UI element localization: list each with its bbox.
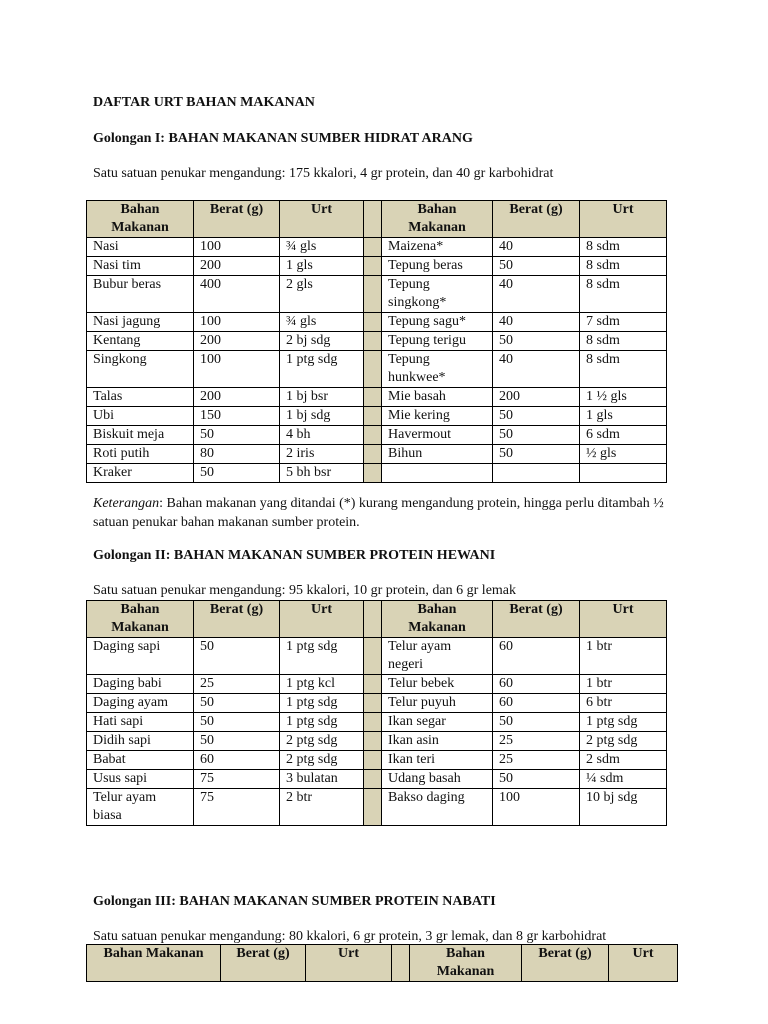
cell-urt: 1 gls xyxy=(580,407,667,426)
cell-berat: 75 xyxy=(194,789,280,826)
cell-bahan: Singkong xyxy=(87,351,194,388)
col-header-berat: Berat (g) xyxy=(194,201,280,238)
column-separator xyxy=(392,945,410,982)
cell-berat: 60 xyxy=(493,694,580,713)
cell-bahan: Bubur beras xyxy=(87,276,194,313)
table-row xyxy=(87,351,667,388)
table-row xyxy=(87,276,667,313)
cell-urt: 6 sdm xyxy=(580,426,667,445)
column-separator xyxy=(364,770,382,789)
col-header-urt: Urt xyxy=(580,601,667,638)
cell-urt: 1 gls xyxy=(280,257,364,276)
cell-urt: 2 ptg sdg xyxy=(580,732,667,751)
cell-urt: ¾ gls xyxy=(280,238,364,257)
golongan-1-note xyxy=(93,494,683,532)
column-separator xyxy=(364,713,382,732)
column-separator xyxy=(364,276,382,313)
col-header-bahan: Bahan Makanan xyxy=(382,201,493,238)
cell-urt: 2 ptg sdg xyxy=(280,751,364,770)
cell-bahan: Biskuit meja xyxy=(87,426,194,445)
cell-bahan: Bihun xyxy=(382,445,493,464)
cell-bahan: Ubi xyxy=(87,407,194,426)
cell-bahan: Tepung hunkwee* xyxy=(382,351,493,388)
cell-bahan: Bakso daging xyxy=(382,789,493,826)
col-header-bahan: Bahan Makanan xyxy=(87,945,221,982)
cell-bahan: Telur puyuh xyxy=(382,694,493,713)
cell-berat: 50 xyxy=(493,770,580,789)
column-separator xyxy=(364,426,382,445)
cell-berat: 75 xyxy=(194,770,280,789)
cell-bahan: Babat xyxy=(87,751,194,770)
col-header-berat: Berat (g) xyxy=(493,201,580,238)
cell-berat: 40 xyxy=(493,313,580,332)
cell-berat: 40 xyxy=(493,238,580,257)
cell-urt: 4 bh xyxy=(280,426,364,445)
table-row xyxy=(87,732,667,751)
note-text: : Bahan makanan yang ditandai (*) kurang mengandung protein, hingga perlu ditambah ½ satuan penukar bahan makanan sumber protein. xyxy=(93,496,664,530)
cell-bahan: Tepung beras xyxy=(382,257,493,276)
cell-berat: 50 xyxy=(493,407,580,426)
col-header-urt: Urt xyxy=(609,945,678,982)
cell-urt: 7 sdm xyxy=(580,313,667,332)
table-row xyxy=(87,445,667,464)
column-separator xyxy=(364,732,382,751)
golongan-3-table xyxy=(86,944,678,982)
table-row xyxy=(87,713,667,732)
cell-urt: 2 ptg sdg xyxy=(280,732,364,751)
cell-bahan: Nasi jagung xyxy=(87,313,194,332)
cell-bahan: Nasi tim xyxy=(87,257,194,276)
cell-berat: 150 xyxy=(194,407,280,426)
column-separator xyxy=(364,257,382,276)
col-header-bahan: Bahan Makanan xyxy=(410,945,522,982)
cell-urt: 2 sdm xyxy=(580,751,667,770)
golongan-1-table xyxy=(86,200,667,483)
column-separator xyxy=(364,238,382,257)
col-header-berat: Berat (g) xyxy=(194,601,280,638)
golongan-1-heading: Golongan I: BAHAN MAKANAN SUMBER HIDRAT ARANG xyxy=(93,131,473,146)
cell-urt: 8 sdm xyxy=(580,276,667,313)
cell-urt: 3 bulatan xyxy=(280,770,364,789)
col-header-urt: Urt xyxy=(580,201,667,238)
cell-berat: 100 xyxy=(194,313,280,332)
column-separator xyxy=(364,694,382,713)
cell-bahan xyxy=(382,464,493,483)
cell-urt: 1 ptg sdg xyxy=(580,713,667,732)
col-header-berat: Berat (g) xyxy=(493,601,580,638)
golongan-1-subtitle: Satu satuan penukar mengandung: 175 kkalori, 4 gr protein, dan 40 gr karbohidrat xyxy=(93,166,554,181)
col-header-berat: Berat (g) xyxy=(221,945,306,982)
table-header-row xyxy=(87,945,678,982)
cell-bahan: Nasi xyxy=(87,238,194,257)
cell-urt: 1 bj sdg xyxy=(280,407,364,426)
col-header-berat: Berat (g) xyxy=(522,945,609,982)
cell-bahan: Ikan segar xyxy=(382,713,493,732)
cell-urt: 8 sdm xyxy=(580,351,667,388)
golongan-2-subtitle: Satu satuan penukar mengandung: 95 kkalori, 10 gr protein, dan 6 gr lemak xyxy=(93,583,517,598)
col-header-urt: Urt xyxy=(280,601,364,638)
cell-urt: 1 ptg sdg xyxy=(280,351,364,388)
cell-bahan: Mie kering xyxy=(382,407,493,426)
column-separator xyxy=(364,601,382,638)
table-row xyxy=(87,257,667,276)
cell-urt: 1 bj bsr xyxy=(280,388,364,407)
cell-bahan: Ikan asin xyxy=(382,732,493,751)
col-header-urt: Urt xyxy=(306,945,392,982)
cell-bahan: Havermout xyxy=(382,426,493,445)
cell-urt: ½ gls xyxy=(580,445,667,464)
cell-urt: 1 btr xyxy=(580,675,667,694)
cell-urt: 8 sdm xyxy=(580,238,667,257)
cell-berat: 50 xyxy=(194,426,280,445)
cell-bahan: Hati sapi xyxy=(87,713,194,732)
cell-berat: 50 xyxy=(493,257,580,276)
cell-berat: 200 xyxy=(194,388,280,407)
cell-bahan: Udang basah xyxy=(382,770,493,789)
cell-bahan: Tepung sagu* xyxy=(382,313,493,332)
column-separator xyxy=(364,789,382,826)
cell-berat: 400 xyxy=(194,276,280,313)
table-header-row xyxy=(87,201,667,238)
cell-berat: 40 xyxy=(493,276,580,313)
cell-berat: 25 xyxy=(493,751,580,770)
column-separator xyxy=(364,445,382,464)
cell-urt: 6 btr xyxy=(580,694,667,713)
cell-bahan: Roti putih xyxy=(87,445,194,464)
cell-urt: 1 ptg sdg xyxy=(280,713,364,732)
cell-berat: 50 xyxy=(493,426,580,445)
column-separator xyxy=(364,751,382,770)
cell-urt xyxy=(580,464,667,483)
table-row xyxy=(87,751,667,770)
cell-urt: 2 gls xyxy=(280,276,364,313)
table-row xyxy=(87,789,667,826)
cell-bahan: Daging ayam xyxy=(87,694,194,713)
cell-urt: 1 btr xyxy=(580,638,667,675)
table-row xyxy=(87,464,667,483)
cell-urt: 8 sdm xyxy=(580,332,667,351)
cell-berat: 100 xyxy=(194,351,280,388)
cell-bahan: Kentang xyxy=(87,332,194,351)
column-separator xyxy=(364,351,382,388)
golongan-2-table xyxy=(86,600,667,826)
cell-berat: 50 xyxy=(194,638,280,675)
col-header-bahan: Bahan Makanan xyxy=(382,601,493,638)
cell-urt: 10 bj sdg xyxy=(580,789,667,826)
cell-bahan: Telur ayam negeri xyxy=(382,638,493,675)
cell-berat: 200 xyxy=(194,332,280,351)
table-row xyxy=(87,388,667,407)
cell-bahan: Ikan teri xyxy=(382,751,493,770)
note-label: Keterangan xyxy=(93,496,160,511)
table-row xyxy=(87,426,667,445)
table-row xyxy=(87,694,667,713)
col-header-bahan: Bahan Makanan xyxy=(87,601,194,638)
cell-bahan: Telur ayam biasa xyxy=(87,789,194,826)
cell-berat: 50 xyxy=(493,713,580,732)
cell-berat xyxy=(493,464,580,483)
cell-bahan: Kraker xyxy=(87,464,194,483)
cell-urt: ¼ sdm xyxy=(580,770,667,789)
cell-bahan: Daging babi xyxy=(87,675,194,694)
document-title: DAFTAR URT BAHAN MAKANAN xyxy=(93,95,315,110)
cell-berat: 60 xyxy=(493,675,580,694)
col-header-urt: Urt xyxy=(280,201,364,238)
column-separator xyxy=(364,332,382,351)
column-separator xyxy=(364,201,382,238)
table-row xyxy=(87,638,667,675)
col-header-bahan: Bahan Makanan xyxy=(87,201,194,238)
column-separator xyxy=(364,464,382,483)
cell-berat: 40 xyxy=(493,351,580,388)
cell-bahan: Usus sapi xyxy=(87,770,194,789)
cell-urt: ¾ gls xyxy=(280,313,364,332)
table-row xyxy=(87,407,667,426)
cell-bahan: Talas xyxy=(87,388,194,407)
cell-berat: 100 xyxy=(493,789,580,826)
cell-urt: 1 ptg sdg xyxy=(280,694,364,713)
cell-berat: 80 xyxy=(194,445,280,464)
cell-urt: 5 bh bsr xyxy=(280,464,364,483)
table-header-row xyxy=(87,601,667,638)
cell-bahan: Daging sapi xyxy=(87,638,194,675)
cell-berat: 25 xyxy=(493,732,580,751)
cell-berat: 200 xyxy=(194,257,280,276)
cell-urt: 2 iris xyxy=(280,445,364,464)
cell-berat: 60 xyxy=(493,638,580,675)
column-separator xyxy=(364,407,382,426)
cell-berat: 50 xyxy=(194,713,280,732)
golongan-2-heading: Golongan II: BAHAN MAKANAN SUMBER PROTEIN HEWANI xyxy=(93,548,496,563)
cell-bahan: Didih sapi xyxy=(87,732,194,751)
cell-urt: 1 ptg sdg xyxy=(280,638,364,675)
cell-urt: 1 ptg kcl xyxy=(280,675,364,694)
cell-berat: 25 xyxy=(194,675,280,694)
golongan-3-heading: Golongan III: BAHAN MAKANAN SUMBER PROTEIN NABATI xyxy=(93,894,496,909)
cell-berat: 50 xyxy=(194,694,280,713)
column-separator xyxy=(364,313,382,332)
cell-bahan: Tepung terigu xyxy=(382,332,493,351)
cell-berat: 100 xyxy=(194,238,280,257)
cell-berat: 50 xyxy=(493,332,580,351)
cell-berat: 200 xyxy=(493,388,580,407)
cell-bahan: Tepung singkong* xyxy=(382,276,493,313)
table-row xyxy=(87,770,667,789)
cell-bahan: Maizena* xyxy=(382,238,493,257)
cell-bahan: Mie basah xyxy=(382,388,493,407)
cell-urt: 2 bj sdg xyxy=(280,332,364,351)
table-row xyxy=(87,332,667,351)
golongan-3-subtitle: Satu satuan penukar mengandung: 80 kkalori, 6 gr protein, 3 gr lemak, dan 8 gr karbohidrat xyxy=(93,929,607,944)
table-row xyxy=(87,675,667,694)
cell-urt: 1 ½ gls xyxy=(580,388,667,407)
table-row xyxy=(87,313,667,332)
cell-urt: 8 sdm xyxy=(580,257,667,276)
cell-bahan: Telur bebek xyxy=(382,675,493,694)
cell-berat: 60 xyxy=(194,751,280,770)
table-row xyxy=(87,238,667,257)
column-separator xyxy=(364,638,382,675)
column-separator xyxy=(364,675,382,694)
cell-urt: 2 btr xyxy=(280,789,364,826)
cell-berat: 50 xyxy=(194,732,280,751)
column-separator xyxy=(364,388,382,407)
cell-berat: 50 xyxy=(493,445,580,464)
cell-berat: 50 xyxy=(194,464,280,483)
